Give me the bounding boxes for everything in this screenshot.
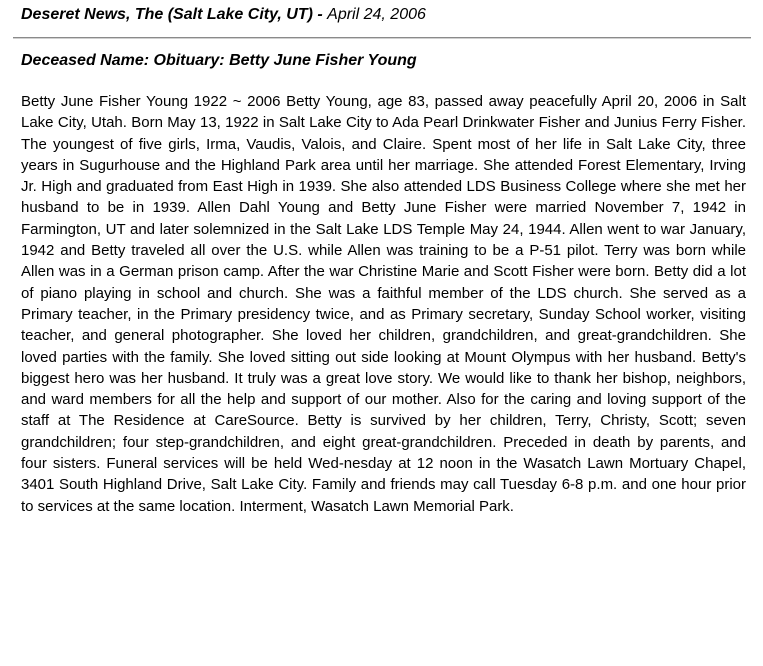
obituary-body: Betty June Fisher Young 1922 ~ 2006 Betty Young, age 83, passed away peacefully April 20, 2006 in Salt Lake City, Utah. Born May 13, 1922 in Salt Lake City to Ada Pearl Drinkwater Fisher and Junius Ferry Fisher. The youngest of five girls, Irma, Vaudis, Valois, and Claire. Spent most of her life in Salt Lake City, three years in Sugurhouse and the Highland Park area until her marriage. She attended Forest Elementary, Irving Jr. High and graduated from East High in 1939. She also attended LDS Business College where she met her husband to be in 1939. Allen Dahl Young and Betty June Fisher were married November 7, 1942 in Farmington, UT and later solemnized in the Salt Lake LDS Temple May 24, 1944. Allen went to war January, 1942 and Betty traveled all over the U.S. while Allen was training to be a P-51 pilot. Terry was born while Allen was in a German prison camp. After the war Christine Marie and Scott Fisher were born. Betty did a lot of piano playing in school and church. She was a faithful member of the LDS church. She served as a Primary teacher, in the Primary presidency twice, and as Primary secretary, Sunday School worker, visiting teacher, and general photographer. She loved her children, grandchildren, and great-grandchildren. She loved parties with the family. She loved sitting out side looking at Mount Olympus with her husband. Betty's biggest hero was her husband. It truly was a great love story. We would like to thank her bishop, neighbors, and ward members for all the help and support of our mother. Also for the caring and loving support of the staff at The Residence at CareSource. Betty is survived by her children, Terry, Christy, Scott; seven grandchildren; four step-grandchildren, and eight great-grandchildren. Preceded in death by parents, and four sisters. Funeral services will be held Wed-nesday at 12 noon in the Wasatch Lawn Mortuary Chapel, 3401 South Highland Drive, Salt Lake City. Family and friends may call Tuesday 6-8 p.m. and one hour prior to services at the same location. Interment, Wasatch Lawn Memorial Park. (21, 93, 746, 515)
header-separator: - (312, 6, 328, 23)
deceased-name-heading: Deceased Name: Obituary: Betty June Fisher Young (21, 52, 417, 69)
publication-header (21, 5, 751, 25)
publication-source: Deseret News, The (Salt Lake City, UT) (21, 6, 313, 23)
publication-date: April 24, 2006 (327, 6, 426, 23)
header-divider (13, 37, 751, 39)
